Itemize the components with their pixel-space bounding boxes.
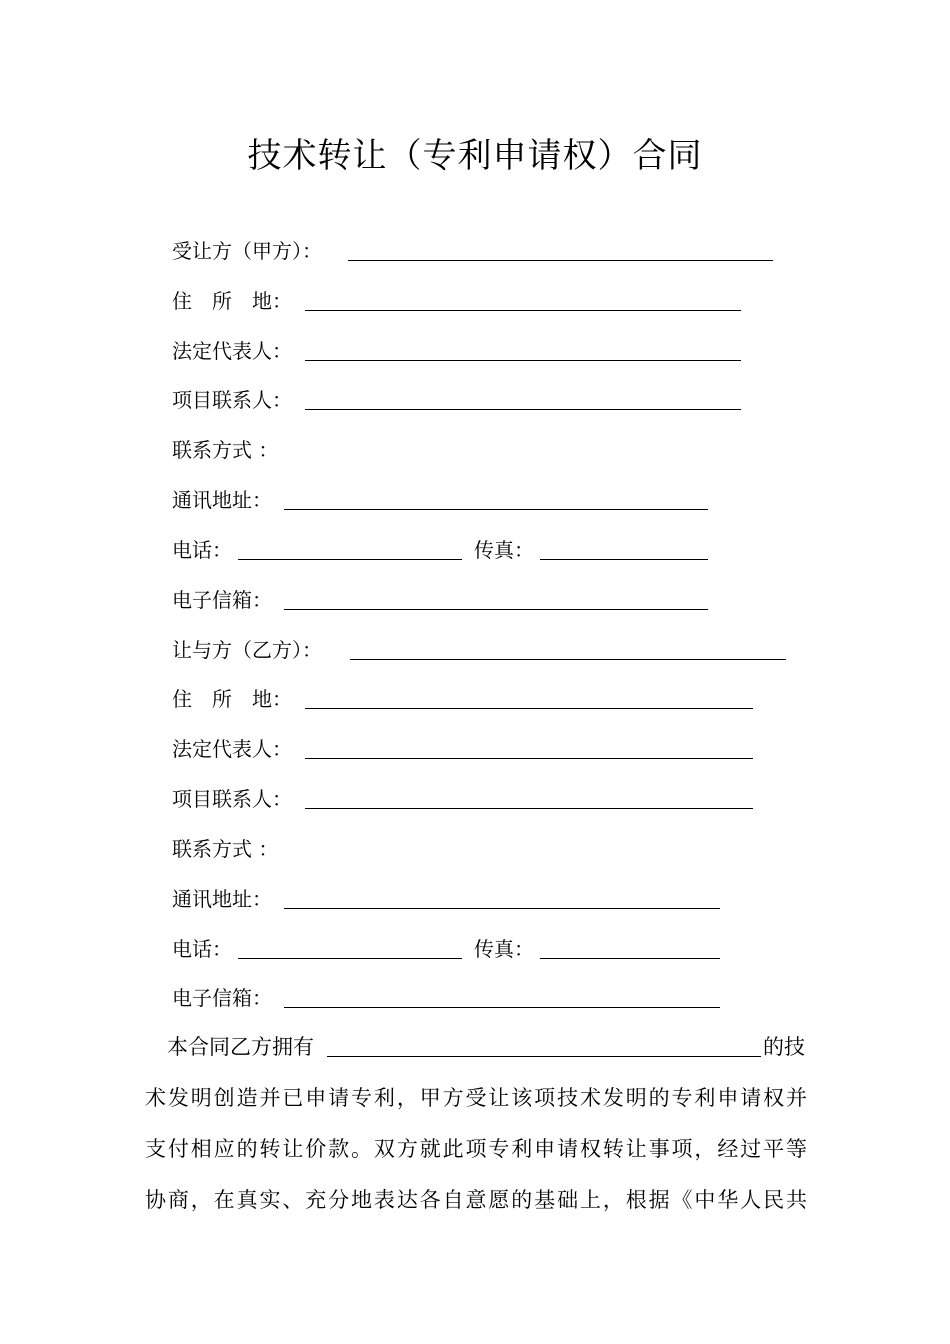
party-b-mail-address-field[interactable] (284, 908, 720, 909)
technology-name-field[interactable] (327, 1056, 761, 1057)
contract-body-paragraph (145, 1022, 807, 1226)
body-line-1-end: 的技 (763, 1035, 805, 1059)
party-b-address-label: 住 所 地： (172, 687, 292, 711)
page-title: 技术转让（专利申请权）合同 (247, 136, 703, 176)
party-a-email-label: 电子信箱： (172, 588, 272, 612)
party-a-fax-field[interactable] (540, 559, 708, 560)
party-a-heading-label: 受让方（甲方）： (172, 239, 322, 263)
party-a-address-label: 住 所 地： (172, 289, 292, 313)
party-b-phone-label: 电话： (172, 937, 232, 961)
party-b-contact-label: 联系方式 ： (172, 837, 279, 861)
party-b-phone-field[interactable] (238, 958, 462, 959)
party-a-contact-label: 联系方式 ： (172, 438, 279, 462)
party-a-legal-rep-field[interactable] (305, 360, 741, 361)
party-a-email-field[interactable] (284, 609, 708, 610)
party-b-legal-rep-field[interactable] (305, 758, 753, 759)
party-a-address-field[interactable] (305, 310, 741, 311)
party-b-email-field[interactable] (284, 1007, 720, 1008)
party-b-name-field[interactable] (350, 659, 786, 660)
body-line-1 (145, 1022, 807, 1073)
body-line-4: 协商，在真实、充分地表达各自意愿的基础上，根据《中华人民共 (145, 1188, 807, 1212)
body-line-3: 支付相应的转让价款。双方就此项专利申请权转让事项，经过平等 (145, 1137, 807, 1161)
party-b-contact-person-field[interactable] (305, 808, 753, 809)
party-a-contact-person-field[interactable] (305, 409, 741, 410)
party-a-fax-label: 传真： (474, 538, 534, 562)
party-a-contact-person-label: 项目联系人： (172, 388, 292, 412)
party-a-mail-address-field[interactable] (284, 509, 708, 510)
party-b-heading-label: 让与方（乙方）： (172, 638, 322, 662)
party-a-mail-address-label: 通讯地址： (172, 488, 272, 512)
party-a-phone-label: 电话： (172, 538, 232, 562)
party-a-legal-rep-label: 法定代表人： (172, 339, 292, 363)
party-b-contact-person-label: 项目联系人： (172, 787, 292, 811)
party-b-address-field[interactable] (305, 708, 753, 709)
party-b-email-label: 电子信箱： (172, 986, 272, 1010)
party-b-legal-rep-label: 法定代表人： (172, 737, 292, 761)
body-line-2: 术发明创造并已申请专利，甲方受让该项技术发明的专利申请权并 (145, 1086, 807, 1110)
body-line-1-start: 本合同乙方拥有 (167, 1035, 314, 1059)
party-a-phone-field[interactable] (238, 559, 462, 560)
party-b-fax-label: 传真： (474, 937, 534, 961)
party-b-mail-address-label: 通讯地址： (172, 887, 272, 911)
party-a-name-field[interactable] (348, 260, 773, 261)
party-b-fax-field[interactable] (540, 958, 720, 959)
